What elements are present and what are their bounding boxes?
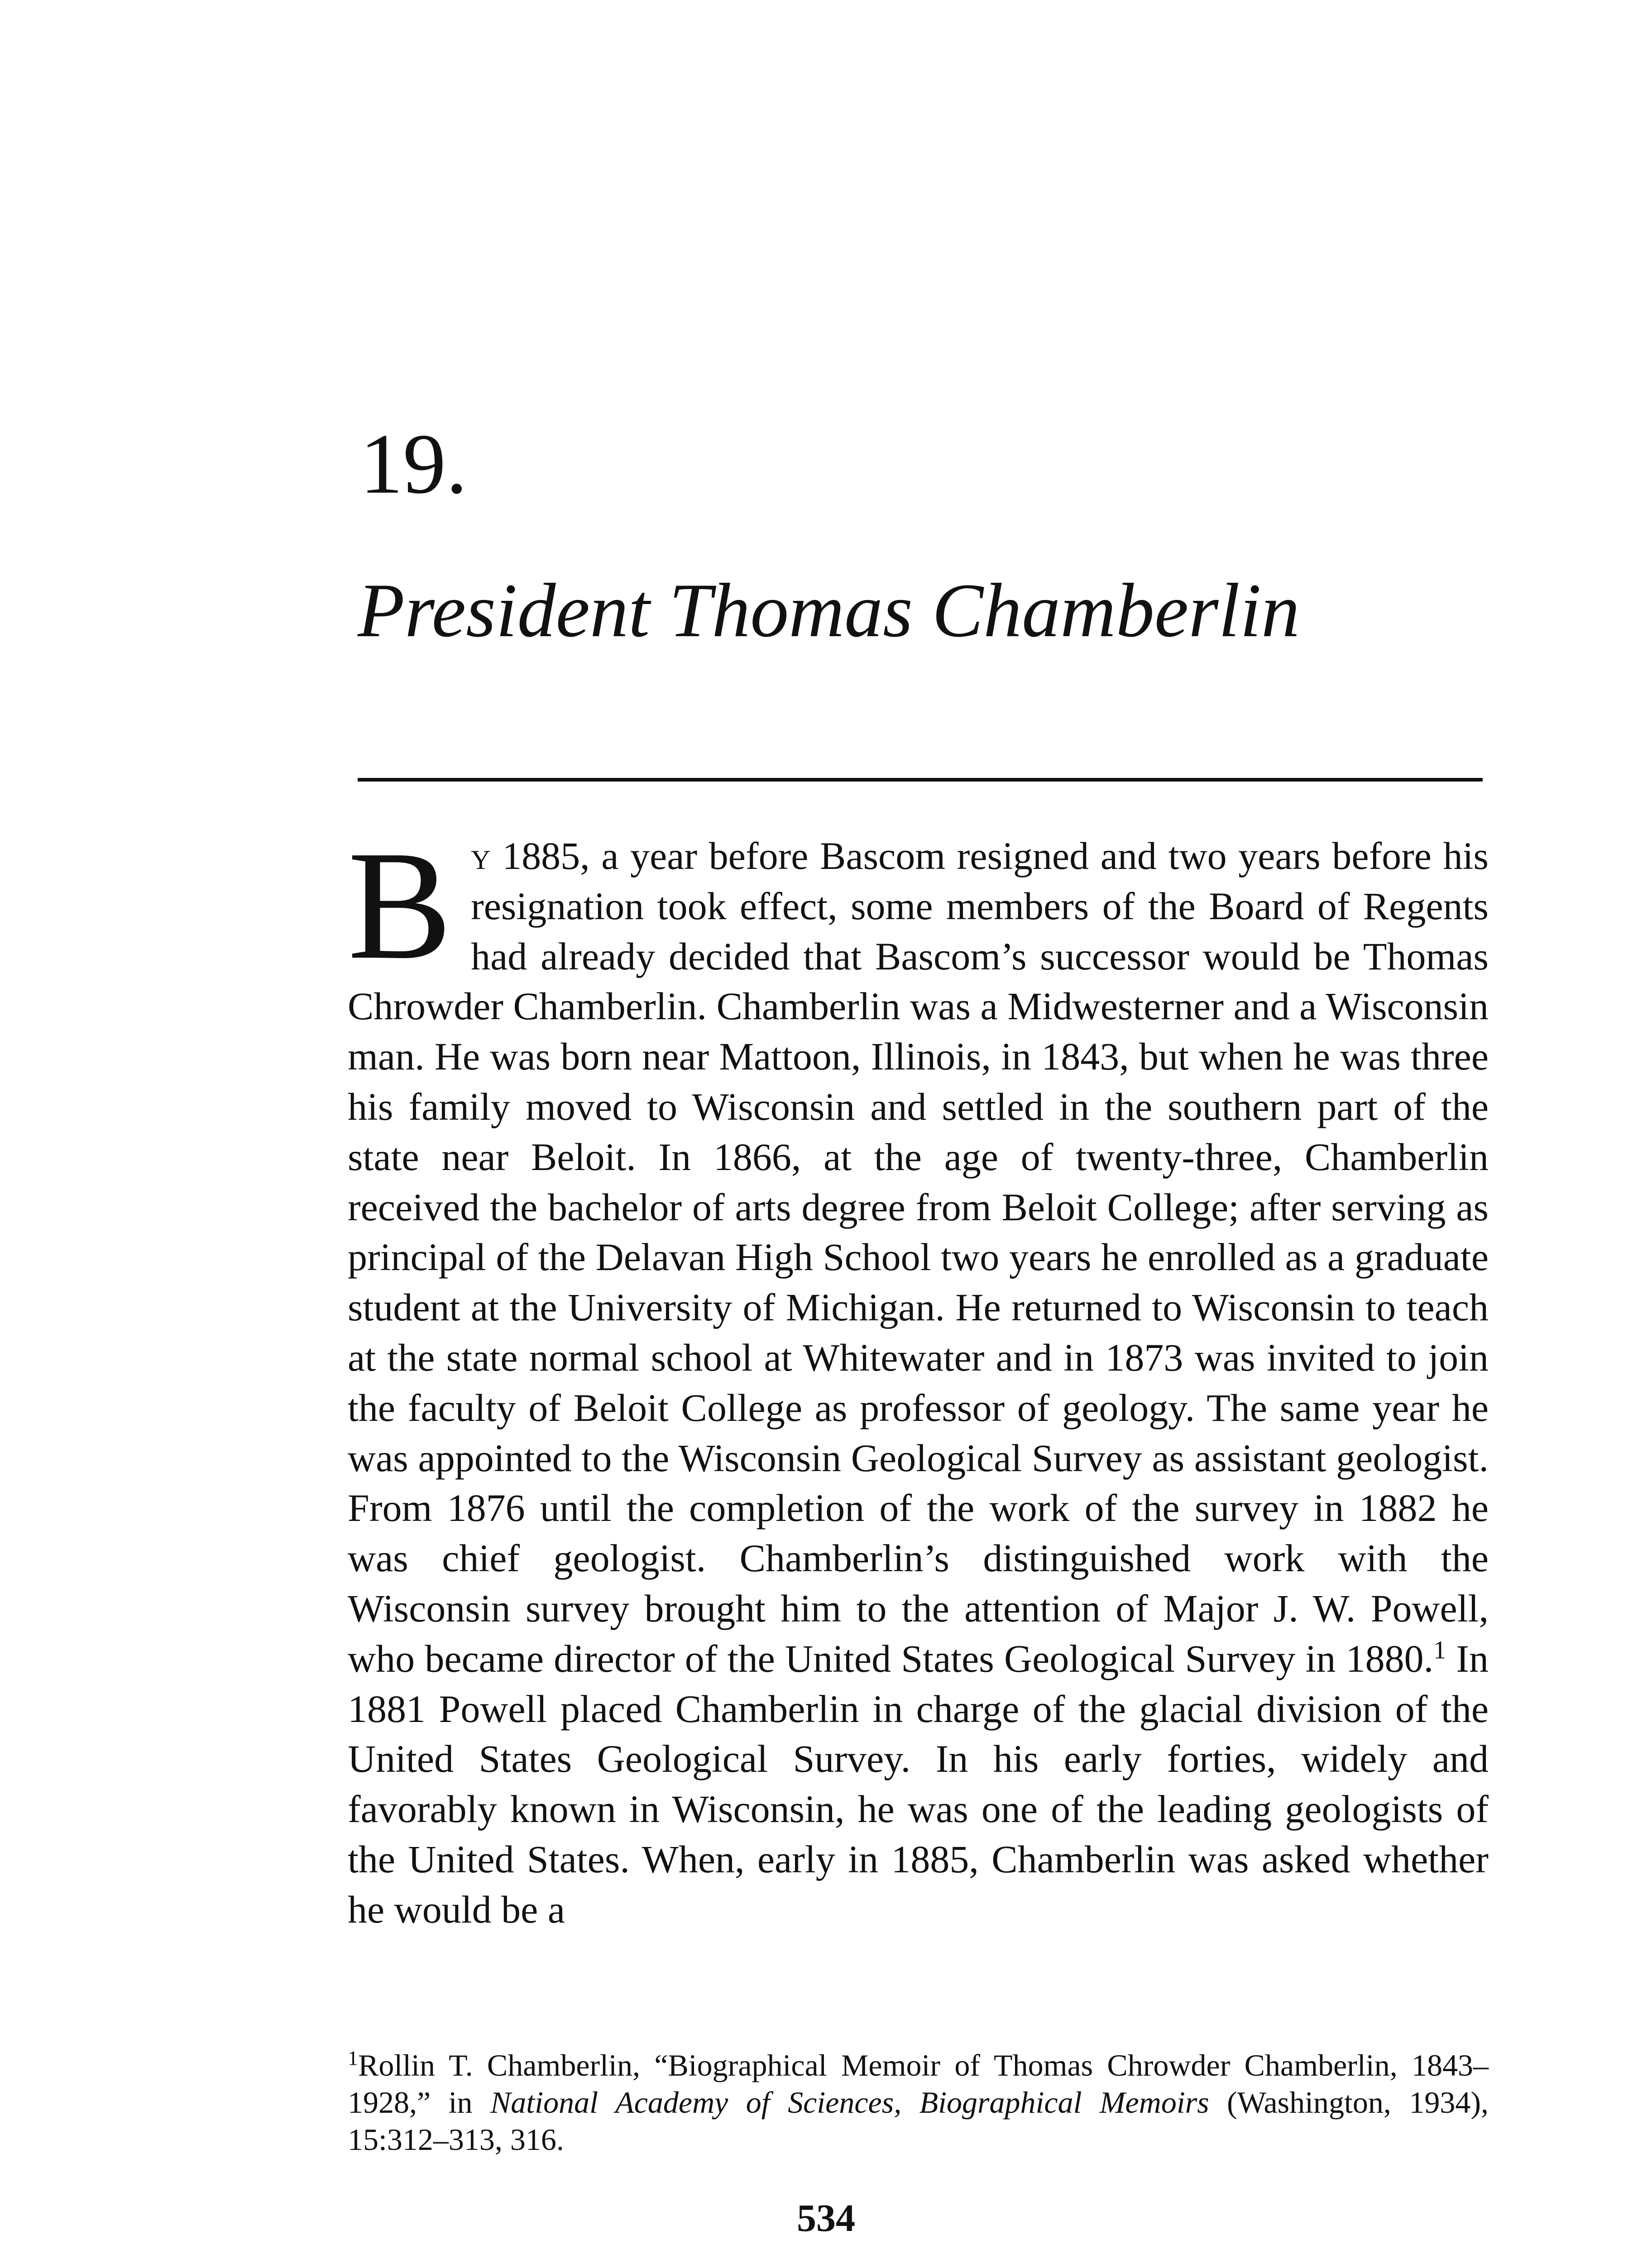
footnote [348, 2047, 1489, 2158]
first-word-small-caps: y [471, 834, 491, 878]
drop-cap: B [348, 819, 452, 992]
chapter-number: 19. [360, 417, 468, 512]
body-text-part-1: 1885, a year before Bascom resigned and two years before his resignation took effect, some members of the Board of Regents had already decided that Bascom’s successor would be Thomas Chrowder Chamberlin. Chamberlin was a Midwesterner and a Wisconsin man. He was born near Mattoon, Illinois, in 1843, but when he was three his family moved to Wisconsin and settled in the southern part of the state near Beloit. In 1866, at the age of twenty-three, Chamberlin received the bachelor of arts degree from Beloit College; after serving as principal of the Delavan High School two years he enrolled as a graduate student at the University of Michigan. He returned to Wisconsin to teach at the state normal school at Whitewater and in 1873 was invited to join the faculty of Beloit College as professor of geology. The same year he was appointed to the Wisconsin Geological Survey as assistant geologist. From 1876 until the completion of the work of the survey in 1882 he was chief geologist. Chamberlin’s distinguished work with the Wisconsin survey brought him to the attention of Major J. W. Powell, who became director of the United States Geological Survey in 1880. [348, 834, 1489, 1680]
footnote-italic-title: National Academy of Sciences, Biographical Memoirs [490, 2085, 1209, 2120]
title-rule [358, 778, 1483, 782]
footnote-text-start: Rollin T. Chamberlin, “Biographical Memoir of Thomas Chrowder Chamberlin, 1843–1928,” in [348, 2048, 1489, 2120]
footnote-reference: 1 [1433, 1636, 1446, 1664]
chapter-title: President Thomas Chamberlin [358, 568, 1300, 653]
page-number: 534 [797, 2196, 855, 2240]
footnote-mark: 1 [348, 2046, 358, 2070]
body-paragraph [348, 819, 1489, 1935]
footnote-text-end: (Washington, 1934), 15:312–313, 316. [348, 2085, 1489, 2157]
body-text-part-2: In 1881 Powell placed Chamberlin in charge of the glacial division of the United States Geological Survey. In his early forties, widely and favorably known in Wisconsin, he was one of the leading geologists of the United States. When, early in 1885, Chamberlin was asked whether he would be a [348, 1636, 1489, 1931]
